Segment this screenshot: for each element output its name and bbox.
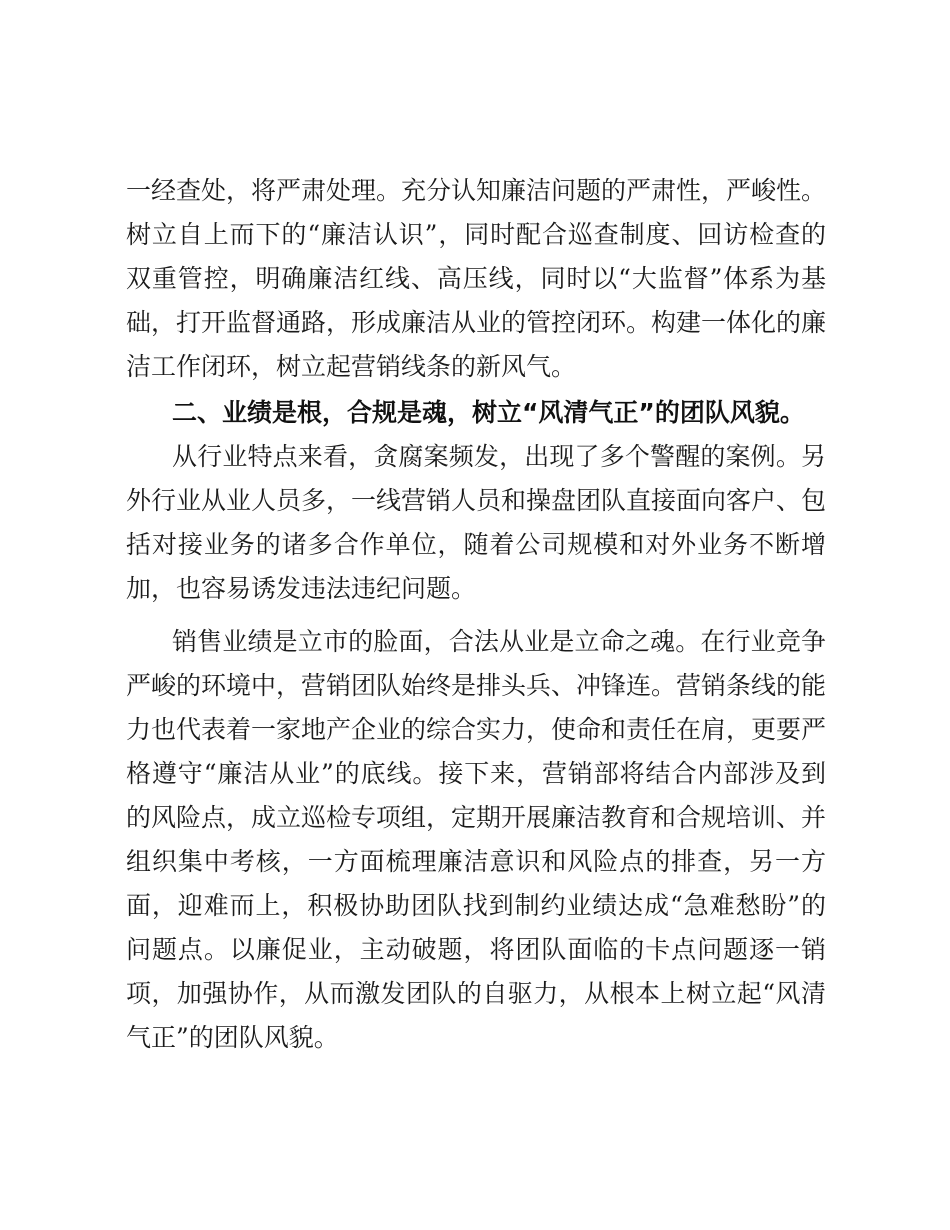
paragraph-integrity-closure: [126, 169, 826, 389]
paragraph-line: 面，迎难而上，积极协助团队找到制约业绩达成“急难愁盼”的: [126, 891, 826, 920]
paragraph-line: 气正”的团队风貌。: [126, 1023, 339, 1052]
paragraph-line: 括对接业务的诸多合作单位，随着公司规模和对外业务不断增: [126, 530, 826, 559]
paragraph-line: 严峻的环境中，营销团队始终是排头兵、冲锋连。营销条线的能: [126, 671, 827, 700]
paragraph-line: 的风险点，成立巡检专项组，定期开展廉洁教育和合规培训、并: [126, 803, 827, 832]
paragraph-line: 格遵守“廉洁从业”的底线。接下来，营销部将结合内部涉及到: [126, 759, 826, 788]
paragraph-line: 双重管控，明确廉洁红线、高压线，同时以“大监督”体系为基: [126, 264, 826, 293]
paragraph-line: 销售业绩是立市的脸面，合法从业是立命之魂。在行业竞争: [172, 627, 826, 656]
section-heading: 二、业绩是根，合规是魂，树立“风清气正”的团队风貌。: [172, 398, 805, 427]
paragraph-sales-compliance: [126, 620, 826, 1060]
paragraph-line: 加，也容易诱发违法违纪问题。: [126, 574, 477, 603]
paragraph-line: 项，加强协作，从而激发团队的自驱力，从根本上树立起“风清: [126, 979, 826, 1008]
paragraph-line: 洁工作闭环，树立起营销线条的新风气。: [126, 352, 577, 381]
paragraph-line: 树立自上而下的“廉洁认识”，同时配合巡查制度、回访检查的: [126, 220, 826, 249]
paragraph-line: 组织集中考核，一方面梳理廉洁意识和风险点的排查，另一方: [126, 847, 826, 876]
paragraph-line: 从行业特点来看，贪腐案频发，出现了多个警醒的案例。另: [172, 442, 826, 471]
paragraph-line: 力也代表着一家地产企业的综合实力，使命和责任在肩，更要严: [126, 715, 827, 744]
paragraph-line: 问题点。以廉促业，主动破题，将团队面临的卡点问题逐一销: [126, 935, 826, 964]
paragraph-line: 一经查处，将严肃处理。充分认知廉洁问题的严肃性，严峻性。: [126, 176, 827, 205]
paragraph-line: 外行业从业人员多，一线营销人员和操盘团队直接面向客户、包: [126, 486, 827, 515]
paragraph-industry-risk: [126, 435, 826, 611]
paragraph-line: 础，打开监督通路，形成廉洁从业的管控闭环。构建一体化的廉: [126, 308, 827, 337]
